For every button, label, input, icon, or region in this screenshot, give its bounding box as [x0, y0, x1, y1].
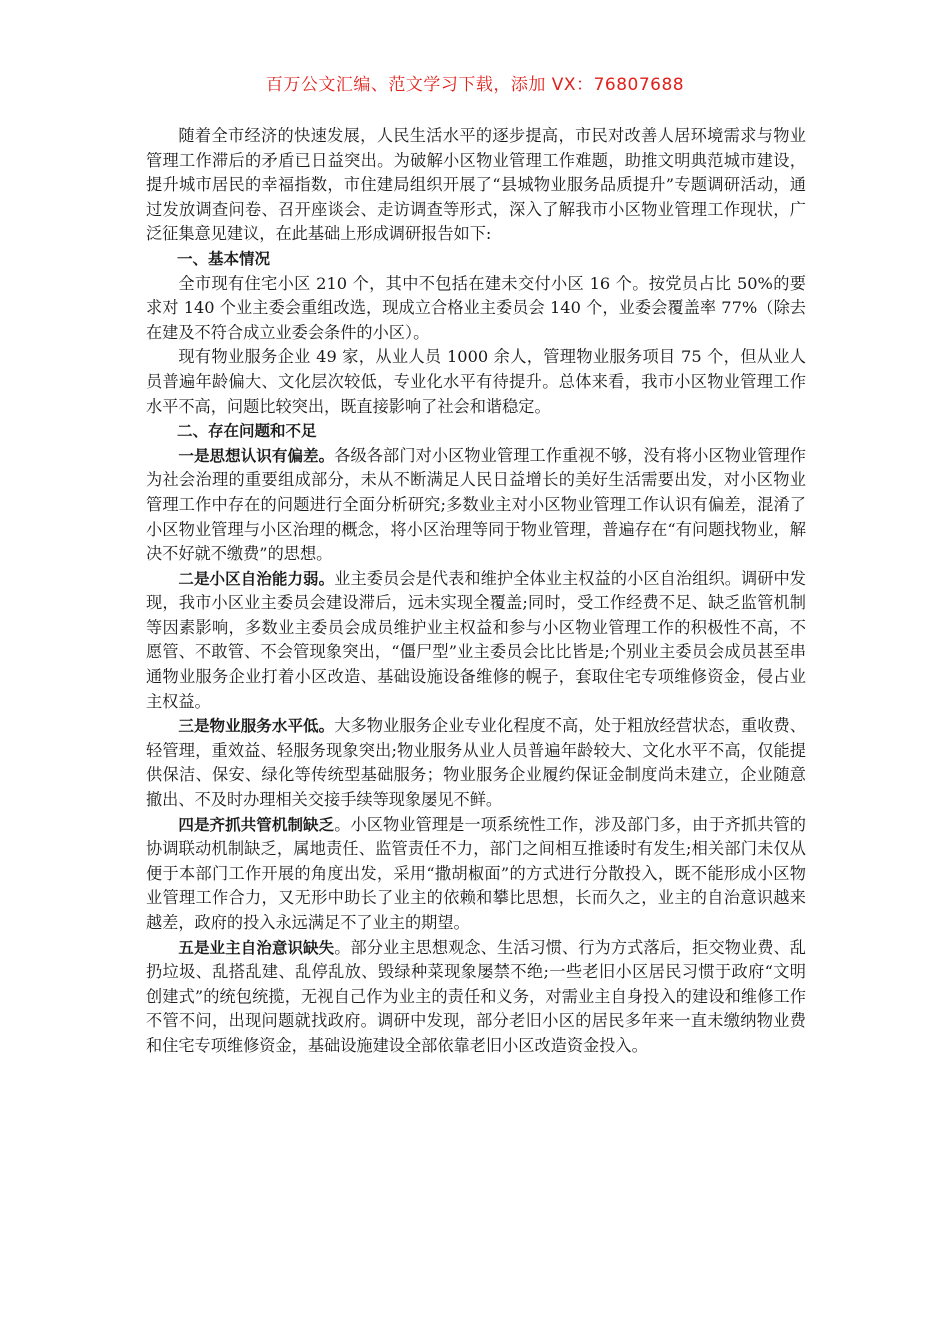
- intro-paragraph: 随着全市经济的快速发展，人民生活水平的逐步提高，市民对改善人居环境需求与物业管理工作滞后的矛盾已日益突出。为破解小区物业管理工作难题，助推文明典范城市建设，提升城市居民的幸福指数，市住建局组织开展了“县城物业服务品质提升”专题调研活动，通过发放调查问卷、召开座谈会、走访调查等形式，深入了解我市小区物业管理工作现状，广泛征集意见建议，在此基础上形成调研报告如下:: [146, 126, 806, 244]
- section-heading-basic: 一、基本情况: [177, 249, 271, 268]
- problem-lead: 三是物业服务水平低。: [178, 717, 335, 736]
- problem-lead: 一是思想认识有偏差。: [178, 446, 335, 465]
- problem-text: 业主委员会是代表和维护全体业主权益的小区自治组织。调研中发现，我市小区业主委员会建设滞后，远未实现全覆盖;同时，受工作经费不足、缺乏监管机制等因素影响，多数业主委员会成员维护业主权益和参与小区物业管理工作的积极性不高，不愿管、不敢管、不会管现象突出，“僵尸型”业主委员会比比皆是;个别业主委员会成员甚至串通物业服务企业打着小区改造、基础设施设备维修的幌子，套取住宅专项维修资金，侵占业主权益。: [146, 568, 806, 711]
- section-heading-problems: 二、存在问题和不足: [177, 422, 317, 441]
- basic-paragraph-1: 全市现有住宅小区 210 个，其中不包括在建未交付小区 16 个。按党员占比 50%的要求对 140 个业主委会重组改选，现成立合格业主委员会 140 个，业委会覆盖率 77%（除去在建及不符合成立业委会条件的小区）。: [146, 273, 806, 342]
- problem-text: 。部分业主思想观念、生活习惯、行为方式落后，拒交物业费、乱扔垃圾、乱搭乱建、乱停乱放、毁绿种菜现象屡禁不绝;一些老旧小区居民习惯于政府“文明创建式”的统包统揽，无视自己作为业主的责任和义务，对需业主自身投入的建设和维修工作不管不问，出现问题就找政府。调研中发现，部分老旧小区的居民多年来一直未缴纳物业费和住宅专项维修资金，基础设施建设全部依靠老旧小区改造资金投入。: [146, 937, 806, 1055]
- header-banner: 百万公文汇编、范文学习下载，添加 VX：76807688: [265, 75, 685, 95]
- document-body: [146, 124, 806, 1059]
- problem-text: 大多物业服务企业专业化程度不高，处于粗放经营状态，重收费、轻管理，重效益、轻服务现象突出;物业服务从业人员普遍年龄较大、文化水平不高，仅能提供保洁、保安、绿化等传统型基础服务；物业服务企业履约保证金制度尚未建立，企业随意撤出、不及时办理相关交接手续等现象屡见不鲜。: [146, 716, 806, 810]
- problem-text: 。小区物业管理是一项系统性工作，涉及部门多，由于齐抓共管的协调联动机制缺乏，属地责任、监管责任不力，部门之间相互推诿时有发生;相关部门未仅从便于本部门工作开展的角度出发，采用“撒胡椒面”的方式进行分散投入，既不能形成小区物业管理工作合力，又无形中助长了业主的依赖和攀比思想，长而久之，业主的自治意识越来越差，政府的投入永远满足不了业主的期望。: [146, 814, 806, 932]
- problem-lead: 四是齐抓共管机制缺乏: [178, 815, 335, 834]
- problem-paragraph-2: [146, 567, 806, 715]
- problem-lead: 二是小区自治能力弱。: [178, 569, 335, 588]
- problem-lead: 五是业主自治意识缺失: [178, 938, 335, 957]
- problem-paragraph-3: [146, 714, 806, 812]
- problem-paragraph-4: [146, 813, 806, 936]
- problem-text: 各级各部门对小区物业管理工作重视不够，没有将小区物业管理作为社会治理的重要组成部分，未从不断满足人民日益增长的美好生活需要出发，对小区物业管理工作中存在的问题进行全面分析研究;多数业主对小区物业管理工作认识有偏差，混淆了小区物业管理与小区治理的概念，将小区治理等同于物业管理，普遍存在“有问题找物业，解决不好就不缴费”的思想。: [146, 445, 806, 564]
- problem-paragraph-1: [146, 444, 806, 567]
- basic-paragraph-2: 现有物业服务企业 49 家，从业人员 1000 余人，管理物业服务项目 75 个，但从业人员普遍年龄偏大、文化层次较低，专业化水平有待提升。总体来看，我市小区物业管理工作水平不高，问题比较突出，既直接影响了社会和谐稳定。: [146, 347, 806, 416]
- problem-paragraph-5: [146, 936, 806, 1059]
